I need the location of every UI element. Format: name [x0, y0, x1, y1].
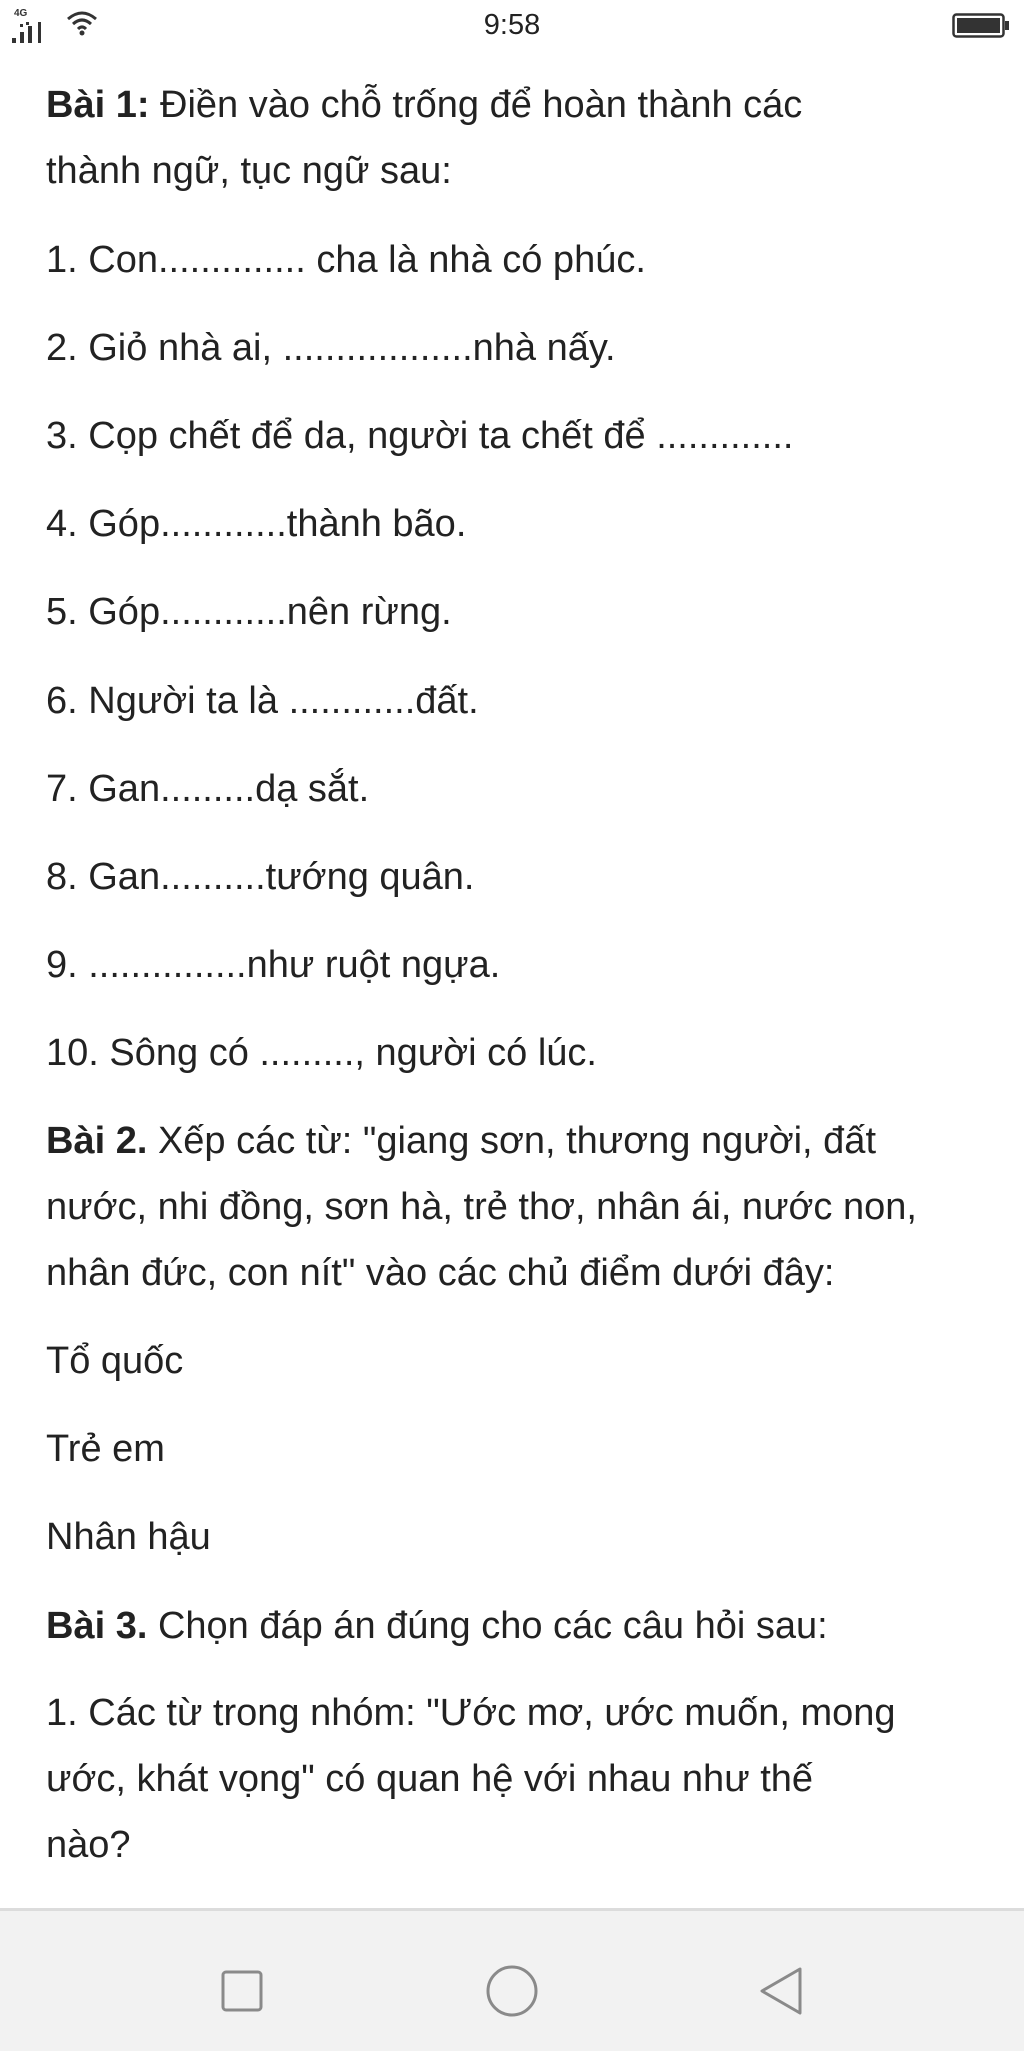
exercise3-label: Bài 3. — [46, 1605, 148, 1647]
exercise2-instruction-line: nước, nhi đồng, sơn hà, trẻ thơ, nhân ái, nước non, — [46, 1186, 917, 1228]
navigation-bar — [0, 1908, 1024, 2051]
exercise1-item: 6. Người ta là ............đất. — [46, 680, 479, 722]
exercise1-item: 10. Sông có ........., người có lúc. — [46, 1032, 597, 1074]
network-type-label: 4G — [14, 8, 28, 19]
exercise3-title — [46, 1605, 828, 1648]
exercise3-instruction: Chọn đáp án đúng cho các câu hỏi sau: — [147, 1605, 828, 1647]
exercise1-item: 2. Giỏ nhà ai, ..................nhà nấy. — [46, 327, 616, 369]
exercise1-item: 4. Góp............thành bão. — [46, 503, 467, 545]
exercise2-label: Bài 2. — [46, 1120, 148, 1162]
status-bar — [0, 0, 1024, 52]
home-circle-icon[interactable] — [476, 1955, 548, 2027]
exercise1-item: 3. Cọp chết để da, người ta chết để ............. — [46, 415, 794, 457]
exercise1-title — [46, 84, 802, 127]
recents-square-icon[interactable] — [206, 1955, 278, 2027]
exercise1-instruction: Điền vào chỗ trống để hoàn thành các — [149, 84, 803, 126]
exercise1-item: 8. Gan..........tướng quân. — [46, 856, 475, 898]
exercise3-question-line: 1. Các từ trong nhóm: "Ước mơ, ước muốn, mong — [46, 1692, 896, 1734]
exercise3-question-line: nào? — [46, 1824, 131, 1866]
topic-item: Tổ quốc — [46, 1340, 184, 1382]
exercise1-item: 7. Gan.........dạ sắt. — [46, 768, 370, 810]
exercise2-instruction-line: nhân đức, con nít" vào các chủ điểm dưới đây: — [46, 1252, 835, 1294]
exercise1-item: 1. Con.............. cha là nhà có phúc. — [46, 239, 646, 281]
exercise3-question-line: ước, khát vọng" có quan hệ với nhau như thế — [46, 1758, 814, 1800]
clock: 9:58 — [483, 9, 541, 41]
topic-item: Trẻ em — [46, 1428, 165, 1470]
exercise2-instruction: Xếp các từ: "giang sơn, thương người, đất — [147, 1120, 876, 1162]
back-triangle-icon[interactable] — [746, 1955, 818, 2027]
exercise1-item: 5. Góp............nên rừng. — [46, 591, 452, 633]
exercise1-item: 9. ...............như ruột ngựa. — [46, 944, 501, 986]
topic-item: Nhân hậu — [46, 1516, 211, 1558]
exercise1-label: Bài 1: — [46, 84, 150, 126]
battery-icon — [952, 13, 1010, 38]
exercise2-title — [46, 1120, 876, 1163]
exercise1-instruction-cont: thành ngữ, tục ngữ sau: — [46, 150, 452, 192]
